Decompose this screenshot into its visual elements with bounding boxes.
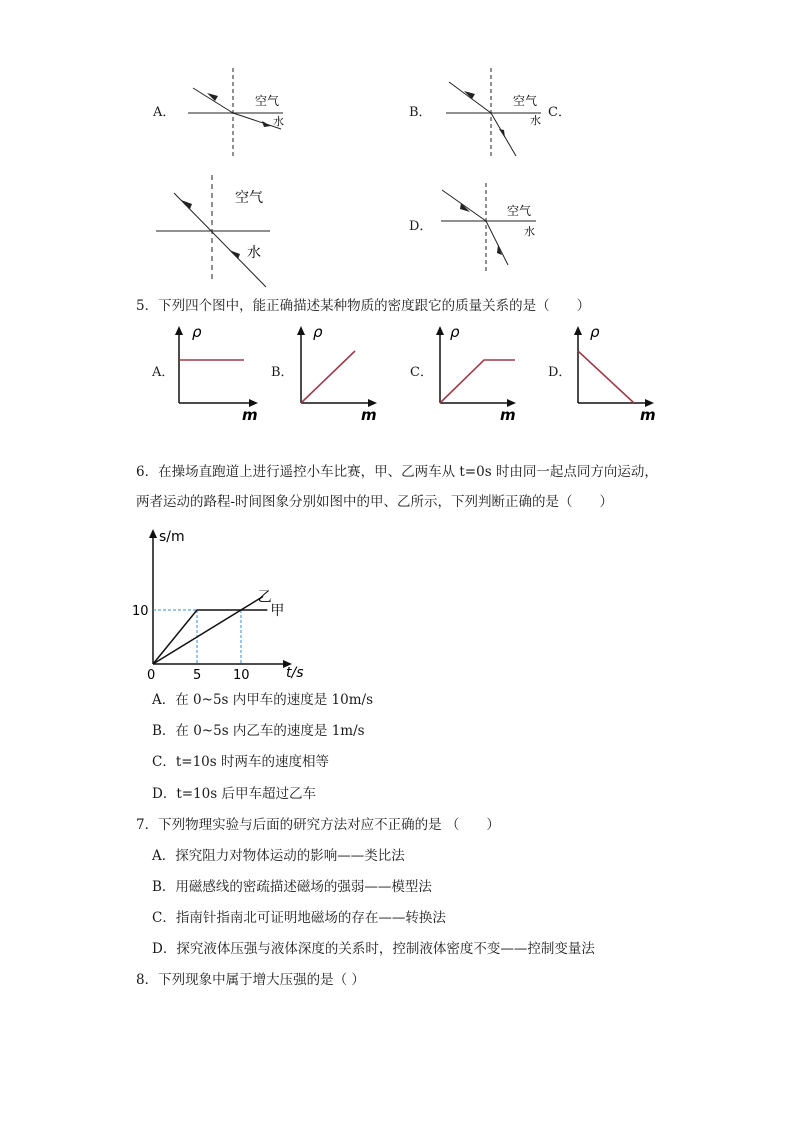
q4-b-air-label: 空气 [513,94,538,108]
q4-a-air-label: 空气 [255,94,280,108]
q5-c-m: m [500,406,516,424]
q6-series-yi-line [153,597,263,665]
q4-a-water-label: 水 [273,115,284,128]
q7-stem: 7．下列物理实验与后面的研究方法对应不正确的是 （ ） [136,817,500,833]
q5-option-d-label: D． [548,365,572,380]
q5-graph-c [430,322,530,422]
q4-diagram-b [443,68,553,160]
q7-option-a: A．探究阻力对物体运动的影响——类比法 [152,848,405,864]
q5-a-m: m [242,406,258,424]
q6-st-chart [125,522,320,682]
q6-y-tick-10: 10 [132,604,149,619]
q6-series-jia-label: 甲 [270,603,285,619]
q5-a-rho: ρ [192,323,202,341]
q4-d-air-label: 空气 [507,204,532,218]
q6-x-tick-5: 5 [193,668,202,683]
q6-series-yi-label: 乙 [257,589,272,606]
q4-diagram-a [185,68,295,160]
q6-xlabel: t/s [286,665,304,681]
q6-x-tick-10: 10 [233,668,250,683]
q7-option-c: C．指南针指南北可证明地磁场的存在——转换法 [152,910,446,926]
q4-option-a-label: A． [153,105,176,120]
q4-d-water-label: 水 [524,225,535,238]
q5-option-b-label: B． [271,365,294,380]
q5-graph-b [291,322,391,422]
q5-option-c-label: C． [410,365,433,380]
q5-graph-d [568,322,668,422]
q5-stem: 5．下列四个图中，能正确描述某种物质的密度跟它的质量关系的是（ ） [136,298,591,314]
q5-b-m: m [361,406,377,424]
q5-graph-a [172,322,272,422]
q7-option-b: B．用磁感线的密疏描述磁场的强弱——模型法 [152,879,432,895]
q5-b-rho: ρ [313,323,323,341]
q4-c-air-label: 空气 [235,190,263,206]
q6-option-a: A．在 0~5s 内甲车的速度是 10m/s [152,692,373,708]
q4-diagram-d [438,183,548,275]
q6-option-c: C．t=10s 时两车的速度相等 [152,754,329,770]
q5-c-rho: ρ [450,323,460,341]
q4-option-d-label: D． [409,219,433,234]
q8-stem: 8．下列现象中属于增大压强的是（ ） [136,972,365,988]
q4-option-c-label: C． [548,105,571,120]
q4-c-water-label: 水 [247,245,261,261]
q5-option-a-label: A． [152,365,175,380]
q5-d-rho: ρ [590,323,600,341]
q5-d-m: m [640,406,656,424]
q4-b-water-label: 水 [530,114,541,127]
q6-ylabel: s/m [159,529,185,545]
q4-diagram-c [156,175,281,285]
q6-stem-line2: 两者运动的路程-时间图象分别如图中的甲、乙所示，下列判断正确的是（ ） [136,494,614,510]
q6-stem-line1: 6．在操场直跑道上进行遥控小车比赛，甲、乙两车从 t=0s 时由同一起点同方向运动， [136,464,658,480]
q7-option-d: D．探究液体压强与液体深度的关系时，控制液体密度不变——控制变量法 [152,941,595,957]
q4-option-b-label: B． [409,105,432,120]
q6-option-b: B．在 0~5s 内乙车的速度是 1m/s [152,723,365,739]
q6-x-tick-0: 0 [147,668,156,683]
q6-option-d: D．t=10s 后甲车超过乙车 [152,786,316,802]
q6-series-jia-line [153,610,267,664]
